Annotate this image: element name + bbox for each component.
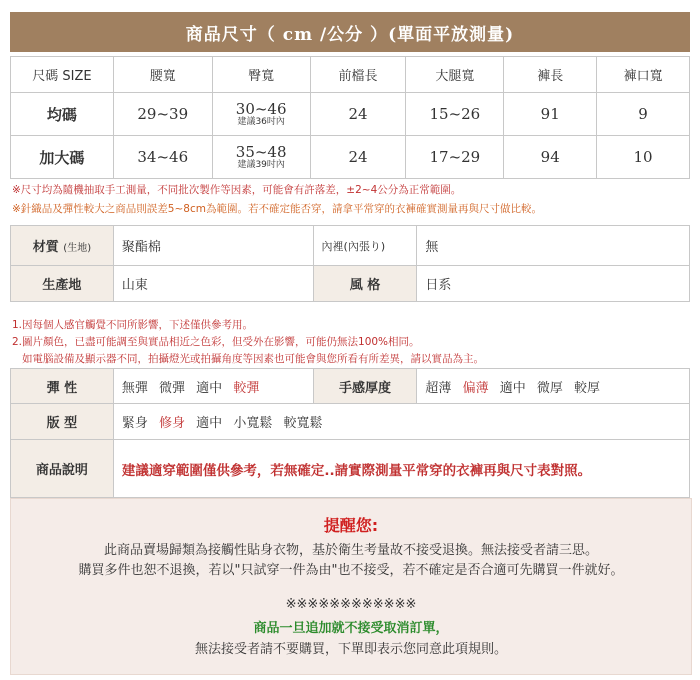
header-thigh: 大腿寬	[406, 57, 504, 93]
hip-cell	[212, 136, 310, 179]
description-value: 建議適穿範圍僅供參考，若無確定..請實際測量平常穿的衣褲再與尺寸表對照。	[113, 440, 689, 498]
material-label-sub: (生地)	[63, 243, 92, 254]
material-value: 聚酯棉	[113, 226, 313, 266]
size-table	[10, 56, 690, 179]
elasticity-label: 彈 性	[11, 369, 114, 404]
origin-row	[11, 266, 690, 302]
fit-option-selected: 修身	[159, 416, 186, 431]
description-label: 商品說明	[11, 440, 114, 498]
reminder-no-cancel: 商品一旦追加就不接受取消訂單，	[253, 621, 449, 636]
thigh-value: 17~29	[406, 136, 504, 179]
hip-note: 建議36吋內	[237, 116, 285, 127]
header-hip: 臀寬	[212, 57, 310, 93]
fit-option: 較寬鬆	[283, 416, 323, 431]
header-front-rise: 前檔長	[310, 57, 406, 93]
image-note: 2.圖片顏色，已盡可能調至與實品相近之色彩，但受外在影響，可能仍無法100%相同。	[12, 336, 420, 348]
length-value: 91	[504, 93, 597, 136]
size-row	[11, 93, 690, 136]
elasticity-row	[11, 369, 690, 404]
style-value: 日系	[417, 266, 690, 302]
waist-value: 34~46	[113, 136, 212, 179]
thickness-label: 手感厚度	[313, 369, 417, 404]
fit-option: 小寬鬆	[233, 416, 273, 431]
image-note: 1.因每個人感官觸覺不同所影響，下述僅供參考用。	[12, 319, 254, 331]
material-row	[11, 226, 690, 266]
hip-value: 30~46	[235, 99, 287, 118]
header-waist: 腰寬	[113, 57, 212, 93]
hip-value: 35~48	[235, 142, 287, 161]
hem-value: 9	[597, 93, 690, 136]
size-table-title: 商品尺寸（ cm /公分 ）(單面平放測量)	[10, 12, 690, 52]
fit-options	[113, 404, 689, 440]
size-row	[11, 136, 690, 179]
length-value: 94	[504, 136, 597, 179]
style-label: 風 格	[313, 266, 417, 302]
header-size: 尺碼 SIZE	[11, 57, 114, 93]
elasticity-option: 無彈	[121, 380, 148, 396]
thickness-option: 較厚	[574, 380, 601, 396]
fit-label: 版 型	[11, 404, 114, 440]
hip-cell	[212, 93, 310, 136]
thickness-option: 適中	[499, 380, 526, 396]
front-rise-value: 24	[310, 136, 406, 179]
header-length: 褲長	[504, 57, 597, 93]
material-label	[11, 226, 114, 266]
attribute-table	[10, 225, 690, 302]
reminder-line: 此商品賣場歸類為接觸性貼身衣物，基於衛生考量故不接受退換。無法接受者請三思。	[103, 543, 598, 558]
size-note: ※尺寸均為隨機抽取手工測量，不同批次製作等因素，可能會有許落差，±2~4公分為正常範圍。	[12, 184, 462, 196]
front-rise-value: 24	[310, 93, 406, 136]
elasticity-option: 適中	[196, 380, 223, 396]
size-table-header	[11, 57, 690, 93]
fit-row	[11, 404, 690, 440]
thigh-value: 15~26	[406, 93, 504, 136]
property-table	[10, 368, 690, 498]
elasticity-options	[113, 369, 313, 404]
reminder-line: 無法接受者請不要購買，下單即表示您同意此項規則。	[194, 642, 507, 657]
thickness-options	[417, 369, 690, 404]
reminder-line: 購買多件也恕不退換，若以"只試穿一件為由"也不接受，若不確定是否合適可先購買一件就好。	[78, 563, 624, 578]
thickness-option-selected: 偏薄	[462, 380, 489, 396]
elasticity-option: 微彈	[159, 380, 186, 396]
reminder-title: 提醒您:	[323, 516, 379, 535]
waist-value: 29~39	[113, 93, 212, 136]
reminder-box	[10, 498, 692, 675]
lining-value: 無	[417, 226, 690, 266]
description-row	[11, 440, 690, 498]
thickness-option: 超薄	[425, 380, 452, 396]
header-hem: 褲口寬	[597, 57, 690, 93]
fit-option: 緊身	[121, 416, 148, 431]
hem-value: 10	[597, 136, 690, 179]
size-label: 加大碼	[11, 136, 114, 179]
size-note: ※針織品及彈性較大之商品則誤差5~8cm為範圍。若不確定能否穿，請拿平常穿的衣褲確實測量再與尺寸做比較。	[12, 203, 542, 215]
size-label: 均碼	[11, 93, 114, 136]
image-note: 如電腦設備及顯示器不同，拍攝燈光或拍攝角度等因素也可能會與您所看有所差異，請以實品為主。	[22, 353, 484, 365]
thickness-option: 微厚	[536, 380, 563, 396]
hip-note: 建議39吋內	[237, 159, 285, 170]
origin-label: 生產地	[11, 266, 114, 302]
fit-option: 適中	[196, 416, 223, 431]
elasticity-option-selected: 較彈	[233, 380, 260, 396]
material-label-text: 材質	[32, 240, 59, 255]
lining-label: 內裡(內張り)	[313, 226, 417, 266]
reminder-stars: ※※※※※※※※※※※※	[285, 597, 417, 612]
origin-value: 山東	[113, 266, 313, 302]
